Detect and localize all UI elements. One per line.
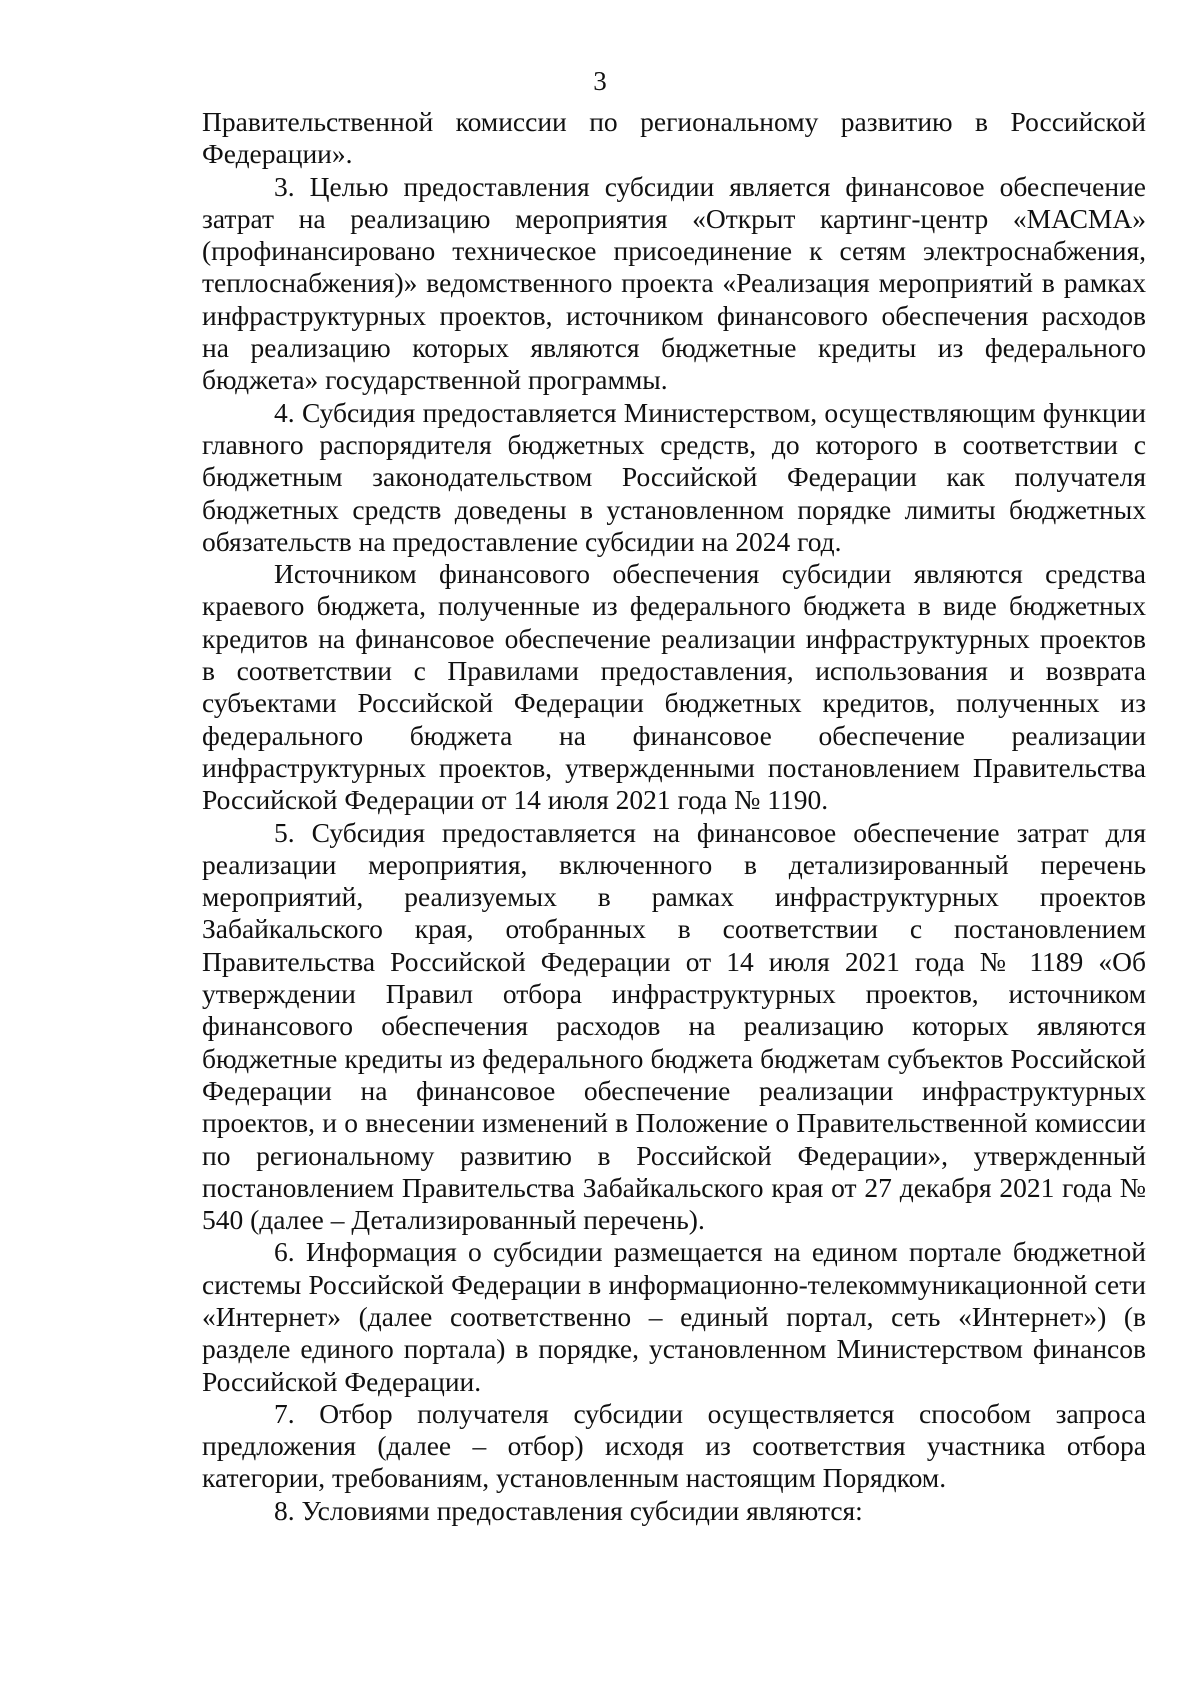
paragraph-funding-source: Источником финансового обеспечения субсидии являются средства краевого бюджета, полученные из федерального бюджета в виде бюджетных кредитов на финансовое обеспечение реализации инфраструктурных проектов в соответствии с Правилами предоставления, использования и возврата субъектами Российской Федерации бюджетных кредитов, полученных из федерального бюджета на финансовое обеспечение реализации инфраструктурных проектов, утвержденными постановлением Правительства Российской Федерации от 14 июля 2021 года № 1190. [202,558,1146,816]
paragraph-item-3-goal: 3. Целью предоставления субсидии является финансовое обеспечение затрат на реализацию мероприятия «Открыт картинг-центр «МАСМА» (профинансировано техническое присоединение к сетям электроснабжения, теплоснабжения)» ведомственного проекта «Реализация мероприятий в рамках инфраструктурных проектов, источником финансового обеспечения расходов на реализацию которых являются бюджетные кредиты из федерального бюджета» государственной программы. [202,170,1146,396]
paragraph-item-4-provider: 4. Субсидия предоставляется Министерством, осуществляющим функции главного распорядителя бюджетных средств, до которого в соответствии с бюджетным законодательством Российской Федерации как получателя бюджетных средств доведены в установленном порядке лимиты бюджетных обязательств на предоставление субсидии на 2024 год. [202,396,1146,557]
paragraph-item-6-information: 6. Информация о субсидии размещается на едином портале бюджетной системы Российской Федерации в информационно-телекоммуникационной сети «Интернет» (далее соответственно – единый портал, сеть «Интернет») (в разделе единого портала) в порядке, установленном Министерством финансов Российской Федерации. [202,1236,1146,1397]
paragraph-item-7-selection: 7. Отбор получателя субсидии осуществляется способом запроса предложения (далее – отбор) исходя из соответствия участника отбора категории, требованиям, установленным настоящим Порядком. [202,1397,1146,1494]
paragraph-item-5-purpose: 5. Субсидия предоставляется на финансовое обеспечение затрат для реализации мероприятия, включенного в детализированный перечень мероприятий, реализуемых в рамках инфраструктурных проектов Забайкальского края, отобранных в соответствии с постановлением Правительства Российской Федерации от 14 июля 2021 года № 1189 «Об утверждении Правил отбора инфраструктурных проектов, источником финансового обеспечения расходов на реализацию которых являются бюджетные кредиты из федерального бюджета бюджетам субъектов Российской Федерации на финансовое обеспечение реализации инфраструктурных проектов, и о внесении изменений в Положение о Правительственной комиссии по региональному развитию в Российской Федерации», утвержденный постановлением Правительства Забайкальского края от 27 декабря 2021 года № 540 (далее – Детализированный перечень). [202,816,1146,1236]
paragraph-item-8-conditions: 8. Условиями предоставления субсидии являются: [274,1494,863,1526]
document-body [202,106,1146,1527]
paragraph-continuation: Правительственной комиссии по региональному развитию в Российской Федерации». [202,106,1146,170]
page-number: 3 [593,66,607,96]
